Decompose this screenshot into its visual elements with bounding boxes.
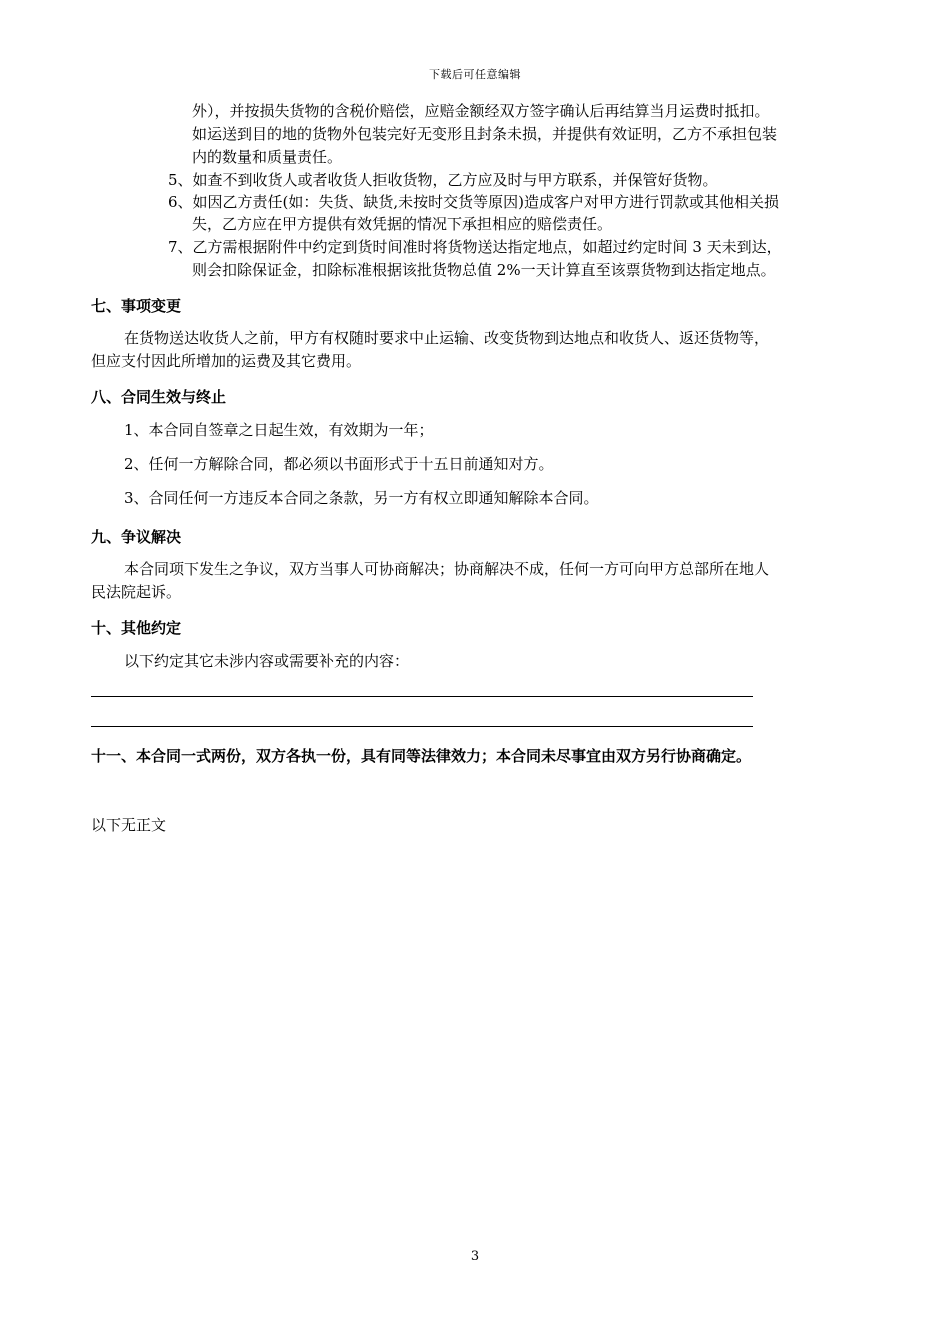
closing-note: 以下无正文: [91, 816, 167, 834]
continuation-line-2: 如运送到目的地的货物外包装完好无变形且封条未损，并提供有效证明，乙方不承担包装: [192, 125, 778, 143]
page-header-note: 下载后可任意编辑: [429, 68, 521, 81]
section-8-item-3: 3、合同任何一方违反本合同之条款，另一方有权立即通知解除本合同。: [124, 489, 599, 507]
section-8-item-1: 1、本合同自签章之日起生效，有效期为一年；: [124, 421, 434, 439]
section-7-line-2: 但应支付因此所增加的运费及其它费用。: [91, 352, 362, 370]
list-item-5: 5、如查不到收货人或者收货人拒收货物，乙方应及时与甲方联系，并保管好货物。: [168, 171, 718, 189]
section-10-line-1: 以下约定其它未涉内容或需要补充的内容：: [124, 652, 410, 670]
section-heading-9: 九、争议解决: [91, 528, 182, 546]
blank-fill-line-1: [91, 696, 753, 697]
section-heading-7: 七、事项变更: [91, 297, 182, 315]
section-8-item-2: 2、任何一方解除合同，都必须以书面形式于十五日前通知对方。: [124, 455, 554, 473]
section-heading-10: 十、其他约定: [91, 619, 182, 637]
continuation-line-3: 内的数量和质量责任。: [192, 148, 343, 166]
section-9-line-2: 民法院起诉。: [91, 583, 182, 601]
list-item-6-line-1: 6、如因乙方责任(如：失货、缺货,未按时交货等原因)造成客户对甲方进行罚款或其他相关损: [168, 193, 780, 211]
blank-fill-line-2: [91, 726, 753, 727]
list-item-7-line-1: 7、乙方需根据附件中约定到货时间准时将货物送达指定地点，如超过约定时间 3 天未到达，: [168, 238, 782, 256]
section-9-line-1: 本合同项下发生之争议，双方当事人可协商解决；协商解决不成，任何一方可向甲方总部所在地人: [124, 560, 770, 578]
list-item-6-line-2: 失，乙方应在甲方提供有效凭据的情况下承担相应的赔偿责任。: [192, 215, 613, 233]
section-11-clause: 十一、本合同一式两份，双方各执一份，具有同等法律效力；本合同未尽事宜由双方另行协商确定。: [91, 747, 752, 765]
continuation-line-1: 外），并按损失货物的含税价赔偿，应赔金额经双方签字确认后再结算当月运费时抵扣。: [192, 102, 770, 120]
section-heading-8: 八、合同生效与终止: [91, 388, 227, 406]
page-number: 3: [470, 1249, 480, 1264]
section-7-line-1: 在货物送达收货人之前，甲方有权随时要求中止运输、改变货物到达地点和收货人、返还货物等，: [124, 329, 770, 347]
list-item-7-line-2: 则会扣除保证金，扣除标准根据该批货物总值 2%一天计算直至该票货物到达指定地点。: [192, 261, 776, 279]
